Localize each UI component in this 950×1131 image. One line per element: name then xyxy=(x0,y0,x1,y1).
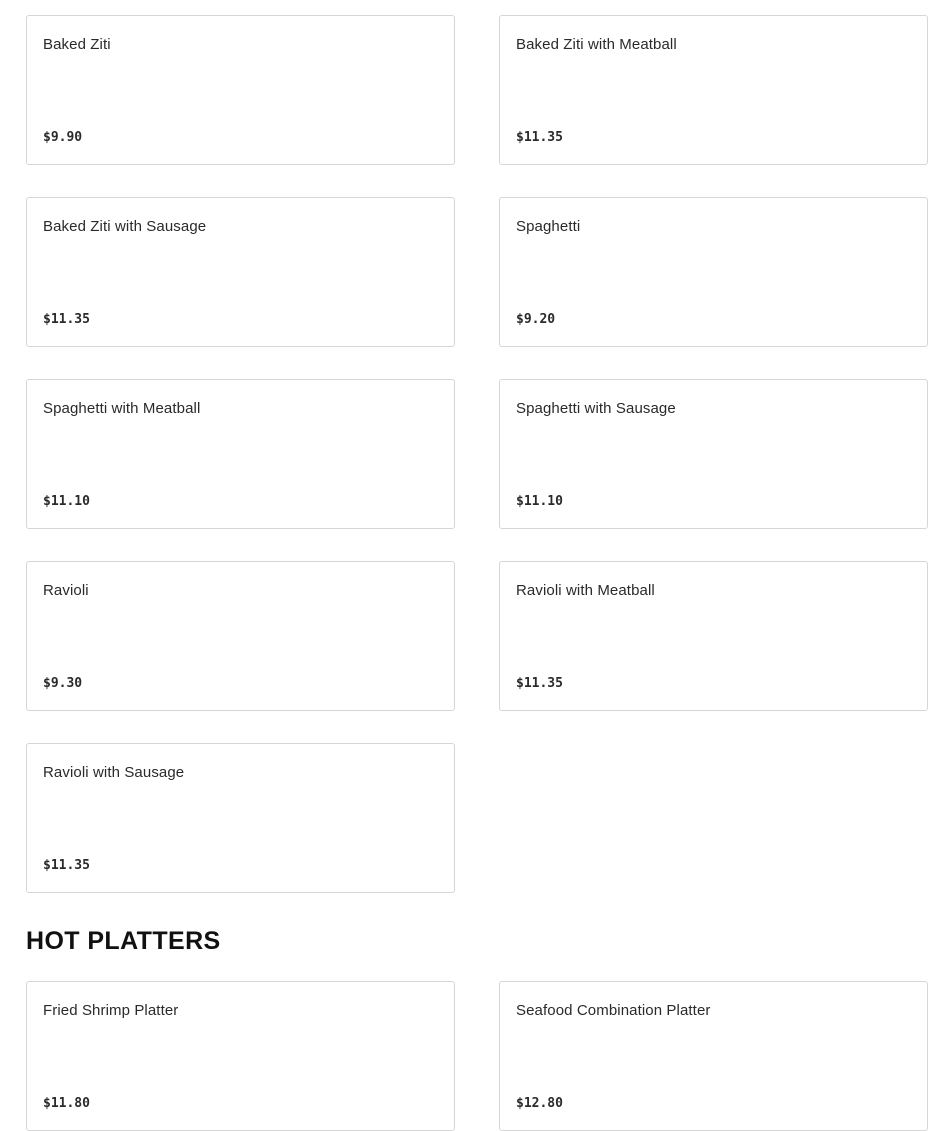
menu-item-price: $11.10 xyxy=(516,494,563,509)
menu-item-name: Ravioli with Meatball xyxy=(516,582,655,599)
menu-item-name: Ravioli xyxy=(43,582,89,599)
menu-item-price: $9.30 xyxy=(43,676,83,691)
menu-item-price: $11.80 xyxy=(43,1096,90,1111)
menu-item-card-fried-shrimp-platter[interactable] xyxy=(26,981,455,1131)
menu-item-name: Baked Ziti with Sausage xyxy=(43,218,207,235)
menu-item-price: $11.10 xyxy=(43,494,90,509)
menu-item-name: Spaghetti with Sausage xyxy=(516,400,676,417)
menu-item-price: $9.90 xyxy=(43,130,83,145)
menu-item-name: Spaghetti xyxy=(516,218,581,235)
menu-item-card-spaghetti[interactable] xyxy=(499,197,928,347)
menu-item-name: Seafood Combination Platter xyxy=(516,1002,711,1019)
menu-item-card-ravioli-with-meatball[interactable] xyxy=(499,561,928,711)
menu-item-name: Spaghetti with Meatball xyxy=(43,400,201,417)
menu-item-name: Fried Shrimp Platter xyxy=(43,1002,179,1019)
menu-item-price: $11.35 xyxy=(43,858,90,873)
menu-item-card-baked-ziti[interactable] xyxy=(26,15,455,165)
menu-item-price: $11.35 xyxy=(43,312,90,327)
menu-page xyxy=(26,15,928,1131)
menu-item-card-ravioli[interactable] xyxy=(26,561,455,711)
hot-platters-grid xyxy=(26,981,928,1131)
menu-item-price: $12.80 xyxy=(516,1096,563,1111)
menu-item-name: Baked Ziti xyxy=(43,36,111,53)
menu-item-name: Baked Ziti with Meatball xyxy=(516,36,677,53)
menu-item-card-baked-ziti-with-meatball[interactable] xyxy=(499,15,928,165)
menu-item-name: Ravioli with Sausage xyxy=(43,764,185,781)
menu-item-card-ravioli-with-sausage[interactable] xyxy=(26,743,455,893)
section-title-hot-platters: HOT PLATTERS xyxy=(26,927,221,955)
pasta-items-grid xyxy=(26,15,928,893)
menu-item-card-spaghetti-with-meatball[interactable] xyxy=(26,379,455,529)
menu-item-price: $11.35 xyxy=(516,676,563,691)
menu-item-price: $11.35 xyxy=(516,130,563,145)
menu-item-card-baked-ziti-with-sausage[interactable] xyxy=(26,197,455,347)
menu-item-price: $9.20 xyxy=(516,312,556,327)
menu-item-card-spaghetti-with-sausage[interactable] xyxy=(499,379,928,529)
menu-item-card-seafood-combination-platter[interactable] xyxy=(499,981,928,1131)
